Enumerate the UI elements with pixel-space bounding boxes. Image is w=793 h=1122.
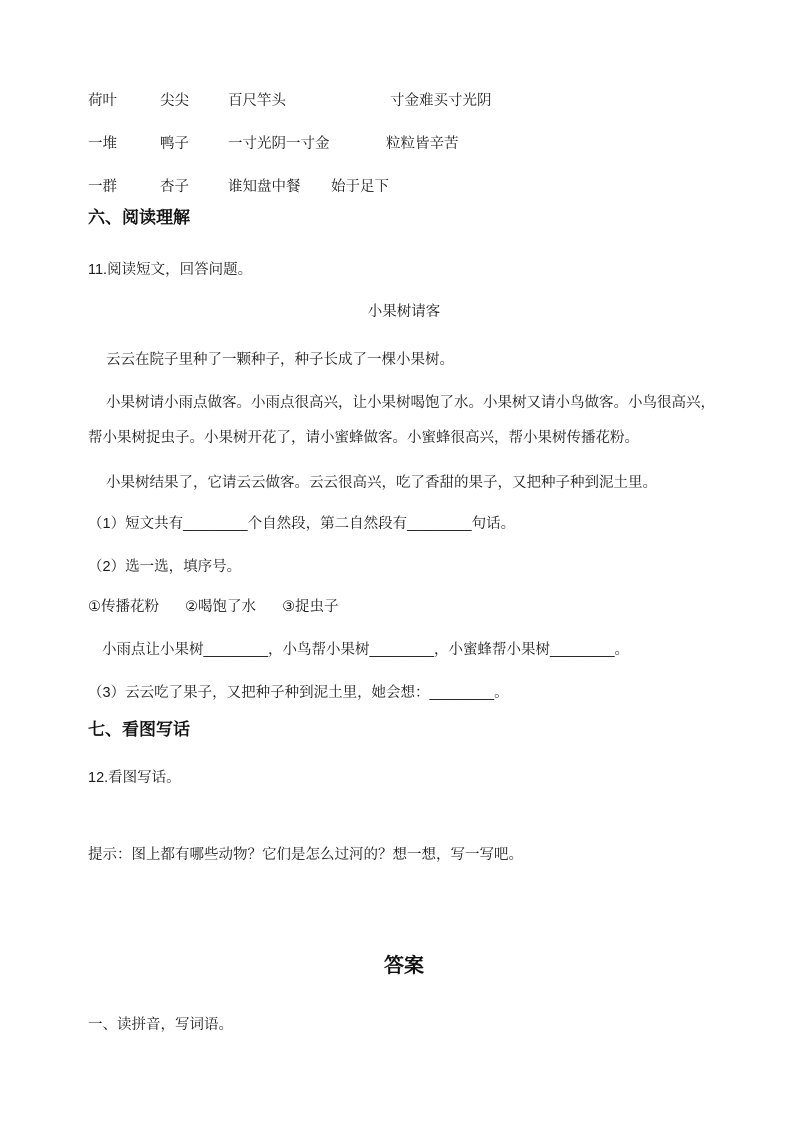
question-12: 12.看图写话。 [88,770,181,786]
section-heading-writing: 七、看图写话 [88,720,190,739]
matching-row [0,132,793,154]
answers-title: 答案 [384,955,424,977]
section-heading-reading: 六、阅读理解 [88,208,190,227]
passage-line: 小果树请小雨点做客。小雨点很高兴，让小果树喝饱了水。小果树又请小鸟做客。小鸟很高兴， [106,395,715,411]
fill-blank-line: 小雨点让小果树________，小鸟帮小果树________，小蜜蜂帮小果树________。 [102,642,630,658]
passage-line: 云云在院子里种了一颗种子，种子长成了一棵小果树。 [106,352,454,368]
matching-cell: 尖尖 [160,93,189,109]
matching-row [0,175,793,197]
matching-cell: 一堆 [88,136,117,152]
option-1: ①传播花粉 [88,599,159,615]
writing-hint: 提示：图上都有哪些动物？它们是怎么过河的？想一想，写一写吧。 [88,847,523,863]
matching-cell: 粒粒皆辛苦 [386,136,459,152]
matching-cell: 百尺竿头 [228,93,286,109]
question-1: （1）短文共有________个自然段，第二自然段有________句话。 [88,516,516,532]
options-line [88,598,361,616]
matching-cell: 鸭子 [160,136,189,152]
passage-line: 小果树结果了，它请云云做客。云云很高兴，吃了香甜的果子，又把种子种到泥土里。 [106,475,657,491]
matching-cell: 一寸光阴一寸金 [228,136,330,152]
passage-line: 帮小果树捉虫子。小果树开花了，请小蜜蜂做客。小蜜蜂很高兴，帮小果树传播花粉。 [88,430,639,446]
matching-cell: 寸金难买寸光阴 [390,93,492,109]
option-3: ③捉虫子 [282,599,339,615]
answers-section-1: 一、读拼音，写词语。 [88,1017,233,1033]
passage-title: 小果树请客 [367,304,441,320]
option-2: ②喝饱了水 [185,599,257,615]
matching-cell: 荷叶 [88,93,117,109]
matching-cell: 始于足下 [331,179,389,195]
matching-cell: 谁知盘中餐 [228,179,301,195]
question-2: （2）选一选，填序号。 [88,559,242,575]
question-11: 11.阅读短文，回答问题。 [88,262,253,278]
matching-cell: 杏子 [160,179,189,195]
matching-cell: 一群 [88,179,117,195]
matching-row [0,89,793,111]
question-3: （3）云云吃了果子，又把种子种到泥土里，她会想：________。 [88,685,509,701]
